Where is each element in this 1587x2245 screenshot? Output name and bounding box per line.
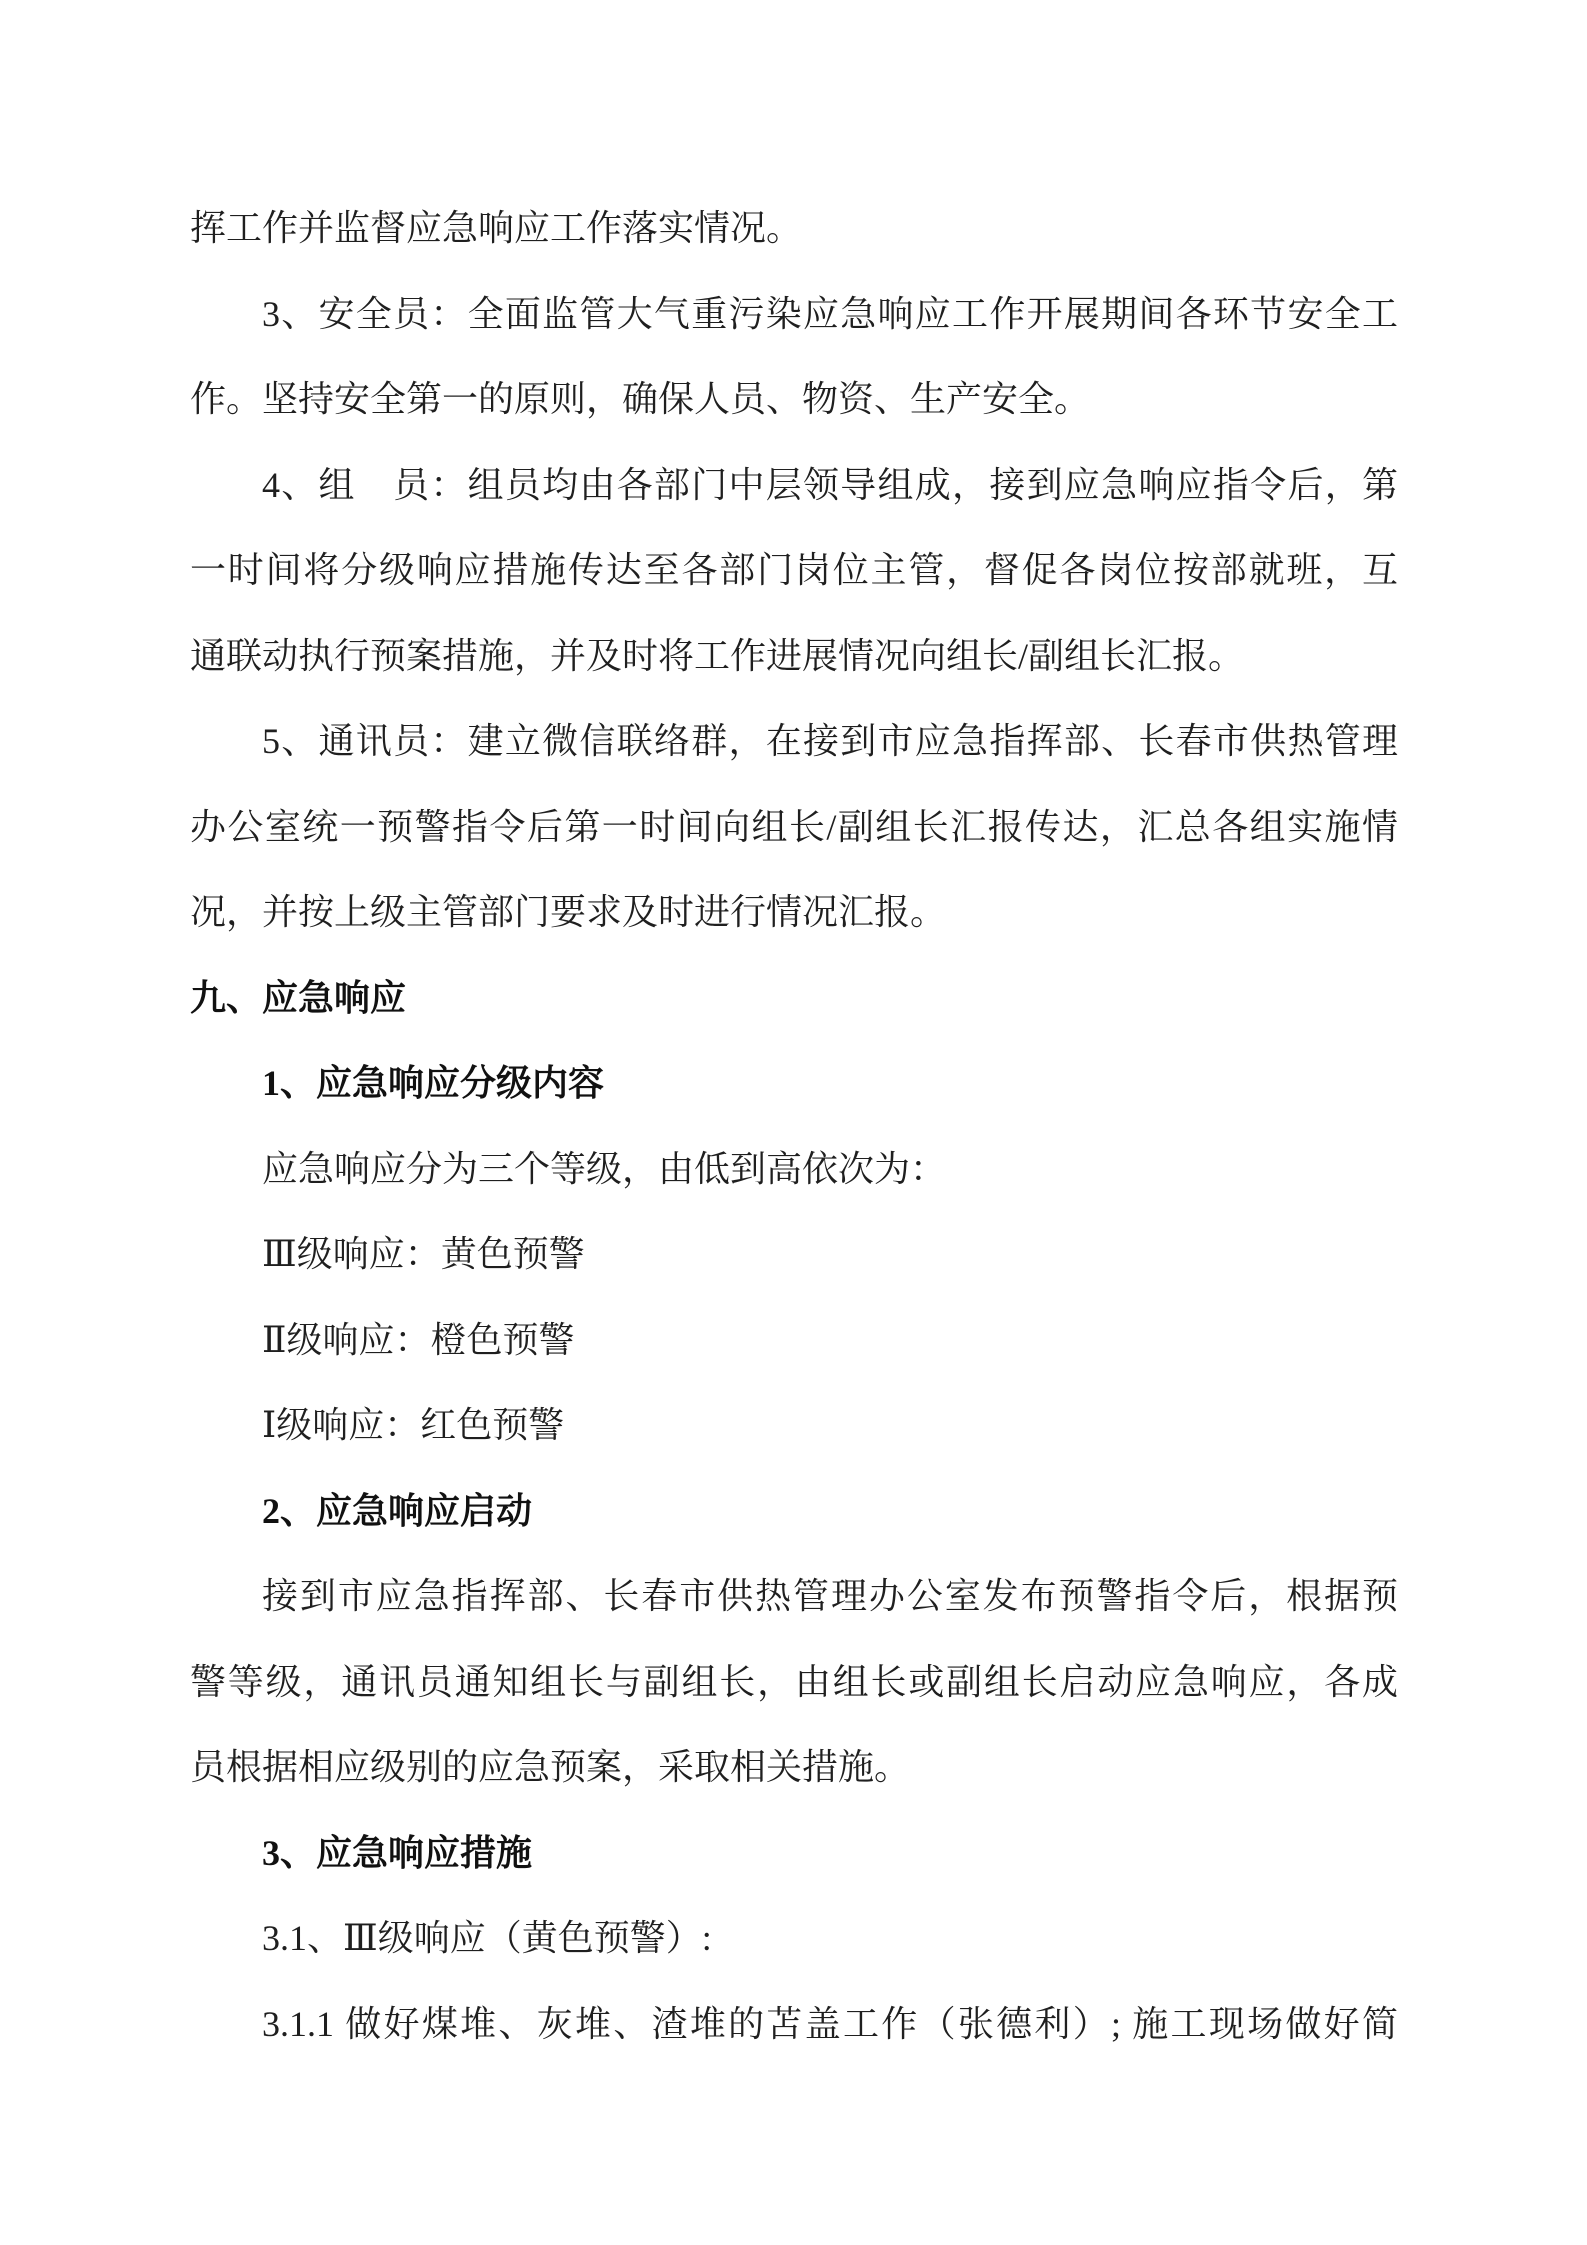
activation-line-3: 员根据相应级别的应急预案，采取相关措施。 [190,1747,911,1787]
item-3-safety-officer-line-2: 作。坚持安全第一的原则，确保人员、物资、生产安全。 [190,379,1091,419]
item-5-communicator-line-3: 况，并按上级主管部门要求及时进行情况汇报。 [190,892,947,932]
heading-9-3-measures: 3、应急响应措施 [262,1832,533,1873]
activation-line-1: 接到市应急指挥部、长春市供热管理办公室发布预警指令后，根据预 [262,1576,1398,1616]
grading-intro-line: 应急响应分为三个等级，由低到高依次为： [262,1148,947,1189]
level-2-orange-line: Ⅱ级响应：橙色预警 [262,1319,575,1360]
heading-9-2-activation: 2、应急响应启动 [262,1490,533,1531]
level-3-yellow-line: Ⅲ级响应：黄色预警 [262,1234,585,1274]
activation-line-2: 警等级，通讯员通知组长与副组长，由组长或副组长启动应急响应，各成 [190,1661,1398,1702]
item-5-communicator-line-2: 办公室统一预警指令后第一时间向组长/副组长汇报传达，汇总各组实施情 [190,806,1398,847]
item-4-member-line-2: 一时间将分级响应措施传达至各部门岗位主管，督促各岗位按部就班，互 [190,550,1398,590]
item-5-communicator-line-1: 5、通讯员：建立微信联络群，在接到市应急指挥部、长春市供热管理 [262,721,1398,761]
heading-9-1-grading: 1、应急响应分级内容 [262,1063,605,1103]
level-1-red-line: Ⅰ级响应：红色预警 [262,1405,565,1445]
item-3-safety-officer-line-1: 3、安全员：全面监管大气重污染应急响应工作开展期间各环节安全工 [262,293,1398,334]
heading-9-emergency-response: 九、应急响应 [190,977,407,1018]
item-4-member-line-1: 4、组 员：组员均由各部门中层领导组成，接到应急响应指令后，第 [262,464,1398,505]
document-body [190,186,1398,2067]
item-4-member-line-3: 通联动执行预案措施，并及时将工作进展情况向组长/副组长汇报。 [190,635,1245,676]
body-line-1: 挥工作并监督应急响应工作落实情况。 [190,208,803,248]
measures-3-1-heading: 3.1、Ⅲ级响应（黄色预警）: [262,1918,712,1958]
measures-3-1-1-line: 3.1.1 做好煤堆、灰堆、渣堆的苫盖工作（张德利）; 施工现场做好简 [262,2003,1398,2044]
